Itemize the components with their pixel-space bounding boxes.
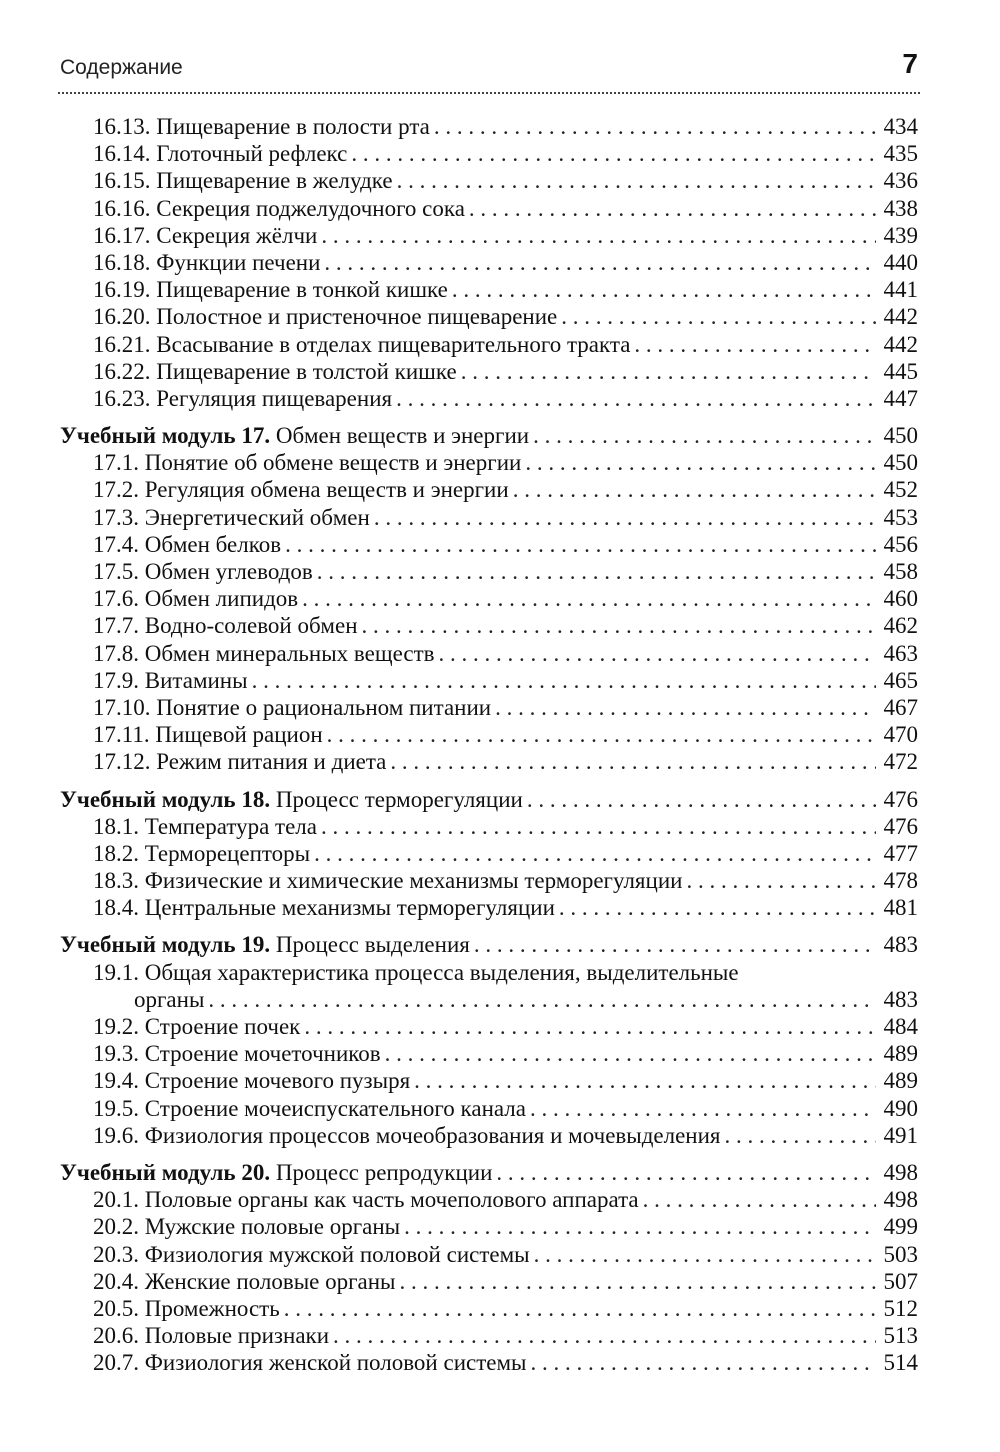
entry-title: Полостное и пристеночное пищеварение: [156, 304, 558, 330]
module-page: 476: [883, 786, 918, 812]
entry-number: 16.18.: [93, 249, 151, 275]
dot-leader: [321, 222, 876, 249]
toc-entry[interactable]: [60, 612, 918, 639]
entry-number: 16.16.: [93, 195, 151, 221]
entry-page: 514: [883, 1350, 918, 1376]
entry-number: 16.13.: [93, 114, 151, 139]
entry-page: 489: [883, 1041, 918, 1067]
dot-leader: [495, 694, 876, 721]
toc-entry[interactable]: [60, 667, 918, 694]
entry-title: Пищеварение в желудке: [156, 168, 393, 194]
dot-leader: [725, 1122, 876, 1149]
entry-title: Пищевой рацион: [155, 722, 323, 748]
toc-entry[interactable]: [60, 1295, 918, 1322]
entry-title: Половые признаки: [144, 1323, 330, 1349]
entry-title: Физиология мужской половой системы: [144, 1241, 530, 1267]
entry-title: Водно-солевой обмен: [144, 613, 358, 639]
toc-entry[interactable]: [60, 1067, 918, 1094]
toc-group-19: [60, 931, 918, 1149]
entry-number: 19.3.: [93, 1041, 139, 1067]
dot-leader: [559, 894, 876, 921]
toc-entry[interactable]: [60, 1095, 918, 1122]
toc-group-18: [60, 786, 918, 922]
entry-page: 499: [883, 1214, 918, 1240]
entry-title: Пищеварение в толстой кишке: [156, 358, 457, 384]
dot-leader: [321, 813, 876, 840]
toc-entry[interactable]: [60, 1040, 918, 1067]
toc-entry[interactable]: [60, 1268, 918, 1295]
entry-page: 467: [883, 694, 918, 720]
running-title: Содержание: [60, 56, 183, 79]
entry-number: 16.14.: [93, 141, 151, 167]
toc-entry[interactable]: [60, 249, 918, 276]
entry-number: 18.4.: [93, 895, 139, 921]
entry-title: Обмен липидов: [144, 586, 299, 612]
entry-page: 470: [883, 722, 918, 748]
toc-entry[interactable]: [60, 1186, 918, 1213]
entry-title: Промежность: [144, 1295, 280, 1321]
entry-title: Температура тела: [144, 813, 317, 839]
entry-number: 17.2.: [93, 477, 139, 503]
module-label: Учебный модуль 18.: [60, 786, 271, 812]
header-divider: [58, 92, 920, 94]
dot-leader: [400, 1268, 876, 1295]
toc-entry[interactable]: [60, 721, 918, 748]
dot-leader: [374, 504, 876, 531]
toc-group-20: [60, 1159, 918, 1377]
dot-leader: [327, 721, 876, 748]
entry-page: 481: [883, 895, 918, 921]
entry-number: 17.12.: [93, 749, 151, 775]
entry-page: 453: [883, 504, 918, 530]
dot-leader: [643, 1186, 876, 1213]
dot-leader: [438, 640, 876, 667]
dot-leader: [302, 585, 876, 612]
dot-leader: [513, 476, 876, 503]
toc-entry[interactable]: [60, 195, 918, 222]
entry-number: 19.1.: [93, 959, 139, 985]
entry-page: 452: [883, 477, 918, 503]
dot-leader: [530, 1095, 876, 1122]
toc-entry[interactable]: [60, 640, 918, 667]
dot-leader: [461, 358, 876, 385]
running-header: [60, 50, 920, 86]
toc-entry[interactable]: [60, 167, 918, 194]
dot-leader: [525, 449, 876, 476]
entry-number: 20.6.: [93, 1323, 139, 1349]
dot-leader: [333, 1322, 876, 1349]
toc-entry[interactable]: [60, 748, 918, 775]
entry-title: Строение мочевого пузыря: [144, 1068, 411, 1094]
toc-entry[interactable]: [60, 813, 918, 840]
toc-entry[interactable]: [60, 1322, 918, 1349]
dot-leader: [634, 331, 876, 358]
entry-title: Строение мочеточников: [144, 1041, 381, 1067]
dot-leader: [284, 1295, 876, 1322]
entry-title: Понятие о рациональном питании: [156, 694, 492, 720]
toc-entry[interactable]: [60, 385, 918, 412]
entry-number: 17.6.: [93, 586, 139, 612]
entry-title: Пищеварение в полости рта: [156, 114, 430, 139]
dot-leader: [362, 612, 877, 639]
entry-number: 16.17.: [93, 222, 151, 248]
toc-entry[interactable]: [60, 113, 918, 140]
entry-number: 20.5.: [93, 1295, 139, 1321]
entry-title: Мужские половые органы: [144, 1214, 401, 1240]
toc-entry[interactable]: [60, 504, 918, 531]
toc-entry[interactable]: [60, 531, 918, 558]
entry-page: 507: [883, 1268, 918, 1294]
entry-page: 491: [883, 1122, 918, 1148]
entry-number: 20.3.: [93, 1241, 139, 1267]
toc-entry[interactable]: [60, 558, 918, 585]
entry-page: 489: [883, 1068, 918, 1094]
entry-number: 19.6.: [93, 1122, 139, 1148]
entry-title: Глоточный рефлекс: [156, 141, 348, 167]
entry-title: Витамины: [144, 667, 248, 693]
module-label: Учебный модуль 20.: [60, 1159, 271, 1185]
entry-number: 16.21.: [93, 331, 151, 357]
dot-leader: [414, 1067, 876, 1094]
dot-leader: [324, 249, 876, 276]
entry-number: 19.4.: [93, 1068, 139, 1094]
entry-page: 460: [883, 586, 918, 612]
entry-page: 434: [883, 114, 918, 139]
dot-leader: [390, 748, 876, 775]
toc-entry[interactable]: [60, 140, 918, 167]
toc-group-16: [60, 113, 918, 412]
dot-leader: [496, 1159, 876, 1186]
dot-leader: [474, 931, 876, 958]
entry-title: Физиология женской половой системы: [144, 1350, 527, 1376]
entry-title: Половые органы как часть мочеполового аппарата: [144, 1187, 639, 1213]
entry-title: Секреция жёлчи: [156, 222, 318, 248]
dot-leader: [285, 531, 876, 558]
dot-leader: [385, 1040, 876, 1067]
entry-number: 17.7.: [93, 613, 139, 639]
entry-number: 20.4.: [93, 1268, 139, 1294]
entry-title: Терморецепторы: [144, 840, 311, 866]
toc-entry[interactable]: [60, 222, 918, 249]
entry-title: Физиология процессов мочеобразования и мочевыделения: [144, 1122, 721, 1148]
entry-title: Обмен белков: [144, 531, 282, 557]
toc-entry-19-1-line2[interactable]: [60, 986, 918, 1013]
entry-title: Строение мочеиспускательного канала: [144, 1095, 526, 1121]
entry-page: 476: [883, 813, 918, 839]
toc-entry[interactable]: [60, 694, 918, 721]
entry-number: 17.10.: [93, 694, 151, 720]
entry-number: 20.2.: [93, 1214, 139, 1240]
entry-number: 16.20.: [93, 304, 151, 330]
entry-page: 463: [883, 640, 918, 666]
entry-title: Энергетический обмен: [144, 504, 370, 530]
toc-entry[interactable]: [60, 1241, 918, 1268]
entry-title: Обмен углеводов: [144, 559, 313, 584]
page-number: 7: [902, 48, 918, 79]
entry-title: Функции печени: [156, 249, 321, 275]
entry-page: 477: [883, 840, 918, 866]
toc-entry-19-1-line1[interactable]: [60, 959, 918, 986]
entry-number: 20.1.: [93, 1187, 139, 1213]
entry-page: 436: [883, 168, 918, 194]
entry-title: Центральные механизмы терморегуляции: [144, 895, 555, 921]
module-title: Процесс репродукции: [275, 1159, 493, 1185]
entry-page: 503: [883, 1241, 918, 1267]
entry-number: 17.5.: [93, 559, 139, 584]
entry-page: 441: [883, 277, 918, 303]
entry-page: 442: [883, 304, 918, 330]
entry-number: 19.5.: [93, 1095, 139, 1121]
toc-entry[interactable]: [60, 276, 918, 303]
entry-number: 17.4.: [93, 531, 139, 557]
dot-leader: [531, 1349, 877, 1376]
entry-page: 450: [883, 450, 918, 476]
toc-entry[interactable]: [60, 585, 918, 612]
entry-number: 17.1.: [93, 450, 139, 476]
entry-title: Общая характеристика процесса выделения, выделительные: [144, 959, 739, 985]
entry-title: Обмен минеральных веществ: [144, 640, 435, 666]
dot-leader: [396, 385, 876, 412]
module-heading-19[interactable]: [60, 931, 918, 958]
toc-entry[interactable]: [60, 449, 918, 476]
dot-leader: [686, 867, 876, 894]
entry-number: 20.7.: [93, 1350, 139, 1376]
entry-number: 16.23.: [93, 385, 151, 411]
dot-leader: [533, 422, 876, 449]
entry-title: Секреция поджелудочного сока: [156, 195, 465, 221]
toc-entry[interactable]: [60, 1122, 918, 1149]
toc-entry[interactable]: [60, 303, 918, 330]
toc-group-17: [60, 422, 918, 775]
toc-entry[interactable]: [60, 1349, 918, 1376]
entry-title: Регуляция обмена веществ и энергии: [144, 477, 509, 503]
entry-page: 458: [883, 559, 918, 584]
entry-page: 483: [883, 986, 918, 1012]
dot-leader: [469, 195, 876, 222]
entry-title: Понятие об обмене веществ и энергии: [144, 450, 522, 476]
dot-leader: [452, 276, 876, 303]
entry-page: 478: [883, 868, 918, 894]
entry-page: 435: [883, 141, 918, 167]
entry-title: Физические и химические механизмы терморегуляции: [144, 868, 683, 894]
entry-number: 17.11.: [93, 722, 150, 748]
module-title: Процесс выделения: [275, 932, 470, 958]
entry-page: 472: [883, 749, 918, 775]
dot-leader: [527, 786, 876, 813]
module-heading-18[interactable]: [60, 786, 918, 813]
dot-leader: [304, 1013, 876, 1040]
dot-leader: [404, 1213, 876, 1240]
dot-leader: [314, 840, 876, 867]
module-label: Учебный модуль 17.: [60, 423, 271, 449]
entry-number: 19.2.: [93, 1014, 139, 1039]
toc-entry[interactable]: [60, 358, 918, 385]
dot-leader: [434, 113, 876, 140]
entry-number: 17.9.: [93, 667, 139, 693]
entry-title: Режим питания и диета: [156, 749, 387, 775]
toc-entry[interactable]: [60, 1013, 918, 1040]
dot-leader: [561, 303, 876, 330]
module-heading-17[interactable]: [60, 422, 918, 449]
toc-entry[interactable]: [60, 1213, 918, 1240]
entry-page: 442: [883, 331, 918, 357]
entry-page: 498: [883, 1187, 918, 1213]
entry-page: 484: [883, 1014, 918, 1039]
toc-entry[interactable]: [60, 867, 918, 894]
entry-title: Пищеварение в тонкой кишке: [156, 277, 448, 303]
entry-number: 16.22.: [93, 358, 151, 384]
entry-page: 490: [883, 1095, 918, 1121]
toc-entry[interactable]: [60, 331, 918, 358]
entry-number: 17.3.: [93, 504, 139, 530]
module-heading-20[interactable]: [60, 1159, 918, 1186]
entry-title: Регуляция пищеварения: [156, 385, 393, 411]
entry-page: 440: [883, 249, 918, 275]
toc-entry[interactable]: [60, 476, 918, 503]
entry-page: 456: [883, 531, 918, 557]
dot-leader: [534, 1241, 876, 1268]
dot-leader: [351, 140, 876, 167]
entry-page: 465: [883, 667, 918, 693]
module-page: 498: [883, 1159, 918, 1185]
entry-page: 512: [883, 1295, 918, 1321]
module-label: Учебный модуль 19.: [60, 932, 271, 958]
module-title: Процесс терморегуляции: [275, 786, 523, 812]
entry-title: Женские половые органы: [144, 1268, 396, 1294]
entry-page: 462: [883, 613, 918, 639]
module-title: Обмен веществ и энергии: [275, 423, 530, 449]
entry-number: 17.8.: [93, 640, 139, 666]
module-page: 483: [883, 932, 918, 958]
dot-leader: [208, 986, 876, 1013]
entry-page: 438: [883, 195, 918, 221]
entry-number: 16.15.: [93, 168, 151, 194]
entry-title: Строение почек: [144, 1014, 301, 1039]
table-of-contents: [60, 113, 918, 1376]
dot-leader: [252, 667, 876, 694]
entry-title-continued: органы: [134, 986, 205, 1012]
entry-number: 18.1.: [93, 813, 139, 839]
entry-number: 18.3.: [93, 868, 139, 894]
entry-page: 439: [883, 222, 918, 248]
entry-number: 16.19.: [93, 277, 151, 303]
entry-page: 447: [883, 385, 918, 411]
entry-page: 513: [883, 1323, 918, 1349]
dot-leader: [317, 558, 876, 585]
module-page: 450: [883, 423, 918, 449]
dot-leader: [397, 167, 876, 194]
entry-page: 445: [883, 358, 918, 384]
entry-title: Всасывание в отделах пищеварительного тракта: [156, 331, 631, 357]
toc-entry[interactable]: [60, 840, 918, 867]
entry-number: 18.2.: [93, 840, 139, 866]
toc-entry[interactable]: [60, 894, 918, 921]
